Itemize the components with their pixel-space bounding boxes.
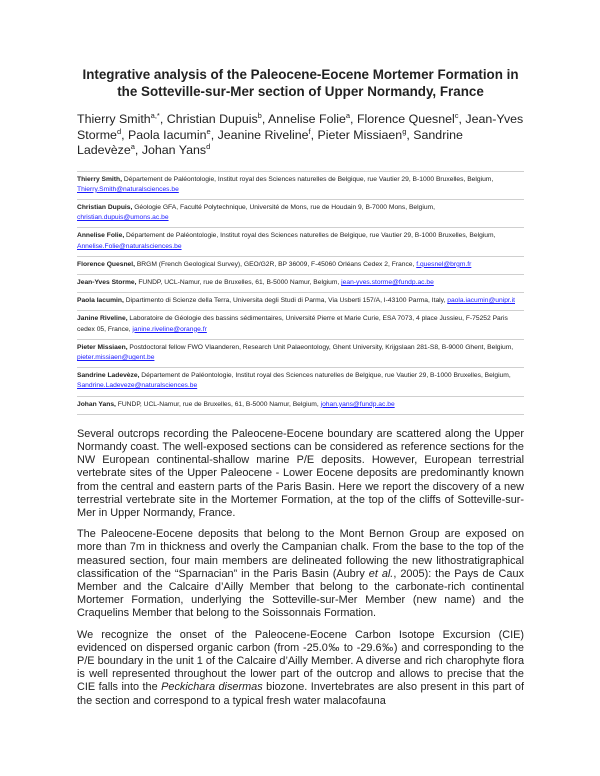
abstract-body bbox=[77, 428, 524, 708]
paragraph-3-text-a: We recognize the onset of the Paleocene-Eocene Carbon Isotope Excursion (CIE) evidenced on dispersed organic carbon (from -25.0‰ to -29.6‰) and corresponding to the P/E boundary in the unit 1 of the Calcaire d’Ailly Member. A diverse and rich charophyte flora is well represented throughout the lower part of the outcrop and allows to precise that the CIE falls into the bbox=[77, 628, 524, 694]
author-affiliation-mark: b bbox=[257, 110, 262, 120]
author-affiliation-mark: g bbox=[402, 126, 407, 136]
affiliation-entry bbox=[77, 200, 524, 228]
author-name: Christian Dupuis bbox=[166, 112, 258, 126]
author-separator: , bbox=[210, 127, 218, 142]
affiliation-list bbox=[77, 171, 524, 415]
paper-title: Integrative analysis of the Paleocene-Eocene Mortemer Formation in the Sotteville-sur-Mer section of Upper Normandy, France bbox=[82, 67, 519, 99]
author-name: Annelise Folie bbox=[268, 112, 346, 126]
author-affiliation-mark: e bbox=[206, 126, 211, 136]
email-link[interactable]: jean-yves.storme@fundp.ac.be bbox=[341, 278, 434, 286]
email-link[interactable]: f.quesnel@brgm.fr bbox=[416, 260, 472, 268]
affiliation-entry bbox=[77, 340, 524, 368]
affiliation-address: Département de Paléontologie, Institut royal des Sciences naturelles de Belgique, rue Vautier 29, B-1000 Bruxelles, Belgium, bbox=[121, 175, 494, 183]
author-affiliation-mark: d bbox=[206, 141, 211, 151]
author-name: Jeanine Riveline bbox=[217, 127, 309, 142]
taxon-italic: Peckichara disermas bbox=[161, 681, 263, 694]
author-name: Johan Yans bbox=[141, 143, 207, 157]
affiliation-entry bbox=[77, 397, 524, 415]
email-link[interactable]: johan.yans@fundp.ac.be bbox=[320, 400, 395, 408]
author-name: Pieter Missiaen bbox=[317, 127, 403, 142]
affiliation-address: FUNDP, UCL-Namur, rue de Bruxelles, 61, B-5000 Namur, Belgium, bbox=[115, 400, 321, 408]
affiliation-author: Janine Riveline, bbox=[77, 315, 128, 323]
author-name: Jean-Yves Storme bbox=[77, 112, 524, 142]
affiliation-author: Florence Quesnel, bbox=[77, 260, 135, 268]
affiliation-address: Département de Paléontologie, Institut royal des Sciences naturelles de Belgique, rue Vautier 29, B-1000 Bruxelles, Belgium, bbox=[124, 232, 496, 240]
author-affiliation-mark: a bbox=[345, 110, 351, 120]
paragraph-2-text-b: , 2005): the Pays de Caux Member and the Calcaire d’Ailly Member that belong to the carbonate-rich continental Mortemer Formation, underlying the Sotteville-sur-Mer Member (new name) and the Craquelins Member that belong to the Soissonnais Formation. bbox=[77, 567, 524, 620]
author-separator: , bbox=[310, 127, 318, 142]
paragraph-2-text-a: The Paleocene-Eocene deposits that belong to the Mont Bernon Group are exposed on more than 7m in thickness and overly the Campanian chalk. From the base to the top of the measured section, four main members are delineated following the new lithostratigraphical classification of the “Sparnacian” in the Paris Basin (Aubry bbox=[77, 528, 524, 580]
author-affiliation-mark: a,* bbox=[150, 110, 160, 120]
author-separator: , bbox=[134, 143, 142, 157]
affiliation-entry bbox=[77, 275, 524, 293]
affiliation-address: Postdoctoral fellow FWO Vlaanderen, Research Unit Palaeontology, Ghent University, Krijgslaan 281-S8, B-9000 Ghent, Belgium, bbox=[127, 343, 514, 351]
author-separator: , bbox=[458, 112, 466, 126]
affiliation-author: Jean-Yves Storme, bbox=[77, 278, 137, 286]
affiliation-address: FUNDP, UCL-Namur, rue de Bruxelles, 61, B-5000 Namur, Belgium, bbox=[136, 278, 342, 286]
affiliation-author: Annelise Folie, bbox=[77, 232, 125, 240]
affiliation-address: Géologie GFA, Faculté Polytechnique, Université de Mons, rue de Houdain 9, B-7000 Mons, Belgium, bbox=[132, 203, 435, 211]
email-link[interactable]: Annelise.Folie@naturalsciences.be bbox=[77, 242, 182, 250]
author-separator: , bbox=[406, 127, 414, 142]
author-separator: , bbox=[350, 112, 357, 126]
email-link[interactable]: paola.iacumin@unipr.it bbox=[447, 297, 515, 305]
affiliation-author: Paola Iacumin, bbox=[77, 297, 124, 305]
paragraph-1-text: Several outcrops recording the Paleocene-Eocene boundary are scattered along the Upper Normandy coast. The well-exposed sections can be considered as reference sections for the NW European continental-shallow marine P/E deposits. However, European terrestrial vertebrate sites of the Upper Paleocene - Lower Eocene deposits are predominantly known from the central and eastern parts of the Paris Basin. Here we report the discovery of a new terrestrial vertebrate site in the Mortemer Formation, at the top of the cliffs of Sotteville-sur-Mer in Upper Normandy, France. bbox=[77, 427, 524, 519]
author-affiliation-mark: d bbox=[116, 126, 122, 136]
affiliation-address: BRGM (French Geological Survey), GEO/G2R, BP 36009, F-45060 Orléans Cedex 2, France, bbox=[134, 260, 417, 268]
author-separator: , bbox=[261, 112, 269, 126]
paragraph-2 bbox=[77, 528, 524, 620]
affiliation-author: Thierry Smith, bbox=[77, 175, 122, 183]
paragraph-3 bbox=[77, 629, 524, 708]
affiliation-address: Département de Paléontologie, Institut royal des Sciences naturelles de Belgique, rue Vautier 29, B-1000 Bruxelles, Belgium, bbox=[139, 372, 511, 380]
paragraph-3-text-b: biozone. Invertebrates are also present in this part of the section and correspond to a typical fresh water malacofauna bbox=[77, 681, 524, 707]
paragraph-1 bbox=[77, 428, 524, 520]
affiliation-author: Johan Yans, bbox=[77, 400, 116, 408]
affiliation-entry bbox=[77, 228, 524, 256]
author-name: Thierry Smith bbox=[77, 112, 151, 126]
affiliation-entry bbox=[77, 257, 524, 275]
email-link[interactable]: christian.dupuis@umons.ac.be bbox=[77, 214, 169, 222]
author-list bbox=[77, 112, 524, 159]
author-affiliation-mark: a bbox=[130, 141, 135, 151]
affiliation-entry bbox=[77, 293, 524, 311]
author-name: Sandrine Ladevèze bbox=[77, 127, 463, 157]
affiliation-entry bbox=[77, 311, 524, 339]
author-separator: , bbox=[159, 112, 167, 126]
affiliation-author: Christian Dupuis, bbox=[77, 203, 133, 211]
affiliation-author: Sandrine Ladevèze, bbox=[77, 372, 140, 380]
author-affiliation-mark: c bbox=[454, 110, 459, 120]
affiliation-entry bbox=[77, 172, 524, 200]
affiliation-author: Pieter Missiaen, bbox=[77, 343, 128, 351]
author-name: Paola Iacumin bbox=[128, 127, 207, 142]
email-link[interactable]: Thierry.Smith@naturalsciences.be bbox=[77, 185, 179, 193]
et-al-italic: et al. bbox=[368, 567, 394, 580]
email-link[interactable]: janine.riveline@orange.fr bbox=[132, 325, 207, 333]
affiliation-address: Dipartimento di Scienze della Terra, Universita degli Studi di Parma, Via Usberti 157/A, I-43100 Parma, Italy, bbox=[123, 297, 448, 305]
author-affiliation-mark: f bbox=[308, 126, 311, 136]
email-link[interactable]: pieter.missiaen@ugent.be bbox=[77, 353, 155, 361]
email-link[interactable]: Sandrine.Ladeveze@naturalsciences.be bbox=[77, 382, 198, 390]
affiliation-entry bbox=[77, 368, 524, 396]
author-name: Florence Quesnel bbox=[356, 112, 455, 126]
author-separator: , bbox=[121, 127, 128, 142]
affiliation-address: Laboratoire de Géologie des bassins sédimentaires, Université Pierre et Marie Curie, ESA 7073, 4 place Jussieu, F-75252 Paris cedex 05, France, bbox=[77, 315, 508, 333]
